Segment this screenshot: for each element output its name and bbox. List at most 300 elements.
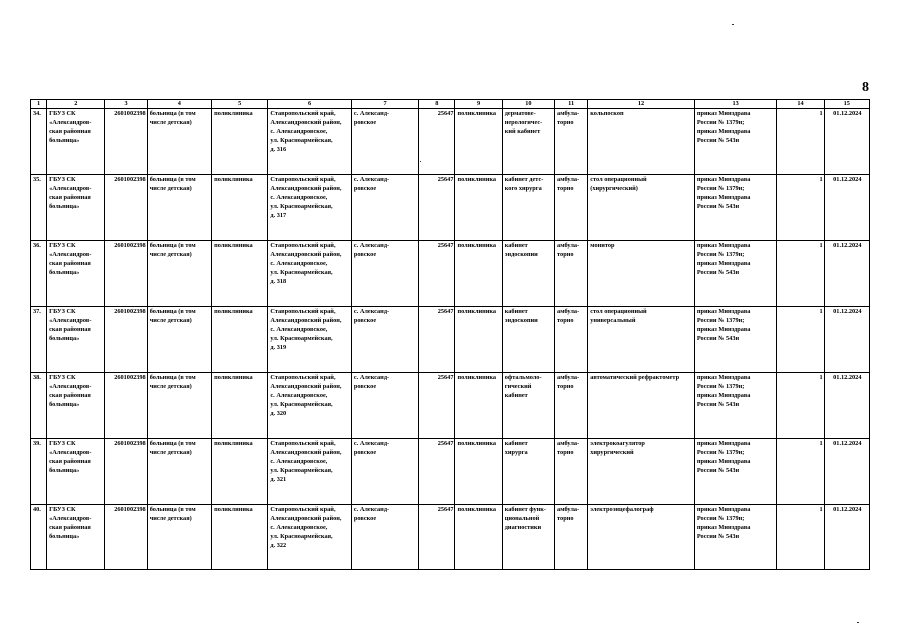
scan-speck bbox=[857, 622, 859, 623]
header-row bbox=[31, 100, 870, 109]
cell-text-addr-l3: с. Александровское, bbox=[270, 325, 328, 333]
date-cell bbox=[824, 241, 869, 307]
column-header: 4 bbox=[147, 100, 211, 109]
cell-text-qty: 1 bbox=[819, 308, 823, 315]
condition-cell bbox=[555, 175, 588, 241]
cell-text-sub: поликлиника bbox=[457, 242, 497, 249]
cell-text-addr-l2: Александровский район, bbox=[270, 118, 342, 126]
row-number-cell bbox=[31, 373, 47, 439]
cell-text-org-l2: «Александров- bbox=[49, 316, 92, 324]
cell-text-addr-l5: д. 318 bbox=[270, 277, 287, 285]
cell-text-type-l1: больница (в том bbox=[149, 440, 196, 447]
cell-text-addr-l4: ул. Красноармейская, bbox=[270, 466, 333, 474]
cell-text-ord-l3: приказ Минздрава bbox=[696, 259, 751, 267]
cell-text-addr-l1: Ставропольский край, bbox=[270, 440, 336, 447]
cell-text-qty: 1 bbox=[819, 110, 823, 117]
cell-text-date: 01.12.2024 bbox=[833, 506, 862, 513]
cell-text-addr-l5: д. 321 bbox=[270, 475, 287, 483]
cell-text-ord-l1: приказ Минздрава bbox=[696, 308, 751, 315]
cell-text-ord-l2: России № 1379н; bbox=[696, 382, 745, 390]
cell-text-org-l4: больница» bbox=[49, 400, 80, 408]
inn-cell bbox=[105, 307, 147, 373]
date-cell bbox=[824, 439, 869, 505]
table-body bbox=[31, 109, 870, 570]
cell-text-qty: 1 bbox=[819, 506, 823, 513]
order-cell bbox=[694, 439, 776, 505]
cell-text-org-l3: ская районная bbox=[49, 259, 91, 267]
cell-text-addr-l1: Ставропольский край, bbox=[270, 506, 336, 513]
cell-text-org-l2: «Александров- bbox=[49, 448, 92, 456]
cell-text-addr-l3: с. Александровское, bbox=[270, 523, 328, 531]
cell-text-unit: поликлиника bbox=[214, 242, 253, 249]
cell-text-type-l2: числе детская) bbox=[149, 514, 192, 522]
row-number-cell bbox=[31, 439, 47, 505]
address-cell bbox=[268, 439, 351, 505]
address-cell bbox=[268, 373, 351, 439]
page-number: 8 bbox=[862, 80, 869, 95]
row-number-cell bbox=[31, 241, 47, 307]
cell-text-cond-l1: амбула- bbox=[557, 440, 580, 447]
cell-text-unit: поликлиника bbox=[214, 374, 253, 381]
column-header: 15 bbox=[824, 100, 869, 109]
cell-text-qty: 1 bbox=[819, 440, 823, 447]
inn-cell bbox=[105, 505, 147, 570]
locality-cell bbox=[351, 505, 418, 570]
cell-text-cab-l2: гический bbox=[504, 382, 532, 390]
cell-text-org-l2: «Александров- bbox=[49, 250, 92, 258]
cell-text-cab-l2: кого хирурга bbox=[504, 184, 542, 192]
cell-text-addr-l1: Ставропольский край, bbox=[270, 176, 336, 183]
cell-text-org-l2: «Александров- bbox=[49, 118, 92, 126]
organization-cell bbox=[47, 109, 105, 175]
subdivision-cell bbox=[455, 439, 502, 505]
cell-text-org-l4: больница» bbox=[49, 136, 80, 144]
cell-text-loc-l2: ровское bbox=[353, 316, 377, 324]
cell-text-cond-l2: торно bbox=[557, 250, 574, 258]
cell-text-ord-l4: России № 543н bbox=[696, 466, 740, 474]
cell-text-type-l1: больница (в том bbox=[149, 176, 196, 183]
condition-cell bbox=[555, 307, 588, 373]
cell-text-cab-l3: кабинет bbox=[504, 391, 528, 399]
cabinet-cell bbox=[502, 307, 554, 373]
cell-text-date: 01.12.2024 bbox=[833, 110, 862, 117]
cell-text-qty: 1 bbox=[819, 374, 823, 381]
cell-text-addr-l4: ул. Красноармейская, bbox=[270, 268, 333, 276]
subdivision-cell bbox=[455, 175, 502, 241]
cell-text-inn: 2601002398 bbox=[114, 374, 146, 381]
cell-text-type-l2: числе детская) bbox=[149, 184, 192, 192]
unit-cell bbox=[212, 175, 268, 241]
column-header: 9 bbox=[455, 100, 502, 109]
condition-cell bbox=[555, 241, 588, 307]
row-number-cell bbox=[31, 505, 47, 570]
cell-text-org-l3: ская районная bbox=[49, 523, 91, 531]
cell-text-sub: поликлиника bbox=[457, 176, 497, 183]
code-cell bbox=[419, 307, 455, 373]
cell-text-addr-l3: с. Александровское, bbox=[270, 127, 328, 135]
cell-text-addr-l2: Александровский район, bbox=[270, 250, 342, 258]
cell-text-cond-l2: торно bbox=[557, 448, 574, 456]
cell-text-addr-l4: ул. Красноармейская, bbox=[270, 532, 333, 540]
cell-text-cab-l1: кабинет bbox=[504, 242, 528, 249]
cell-text-loc-l1: с. Александ- bbox=[353, 506, 390, 513]
cell-text-ord-l4: России № 543н bbox=[696, 268, 740, 276]
address-cell bbox=[268, 175, 351, 241]
address-cell bbox=[268, 109, 351, 175]
cell-text-org-l1: ГБУЗ СК bbox=[49, 110, 76, 117]
cell-text-equip-l1: стол операционный bbox=[590, 176, 647, 183]
equipment-cell bbox=[588, 307, 695, 373]
table-row bbox=[31, 505, 870, 570]
cell-text-cab-l1: офтальмоло- bbox=[504, 374, 542, 381]
subdivision-cell bbox=[455, 505, 502, 570]
cell-text-loc-l2: ровское bbox=[353, 250, 377, 258]
cell-text-equip-l1: электроэнцефалограф bbox=[590, 506, 654, 513]
table-row bbox=[31, 307, 870, 373]
cell-text-org-l4: больница» bbox=[49, 466, 80, 474]
scan-speck bbox=[732, 24, 734, 25]
cell-text-cond-l2: торно bbox=[557, 514, 574, 522]
column-header: 3 bbox=[105, 100, 147, 109]
facility-type-cell bbox=[147, 439, 211, 505]
column-header: 6 bbox=[268, 100, 351, 109]
cell-text-ord-l3: приказ Минздрава bbox=[696, 193, 751, 201]
cell-text-addr-l2: Александровский район, bbox=[270, 184, 342, 192]
cabinet-cell bbox=[502, 439, 554, 505]
cell-text-equip-l1: автоматический рефрактометр bbox=[590, 374, 680, 381]
cell-text-addr-l3: с. Александровское, bbox=[270, 259, 328, 267]
cell-text-inn: 2601002398 bbox=[114, 308, 146, 315]
equipment-table bbox=[30, 99, 870, 570]
cell-text-addr-l4: ул. Красноармейская, bbox=[270, 400, 333, 408]
cell-text-type-l1: больница (в том bbox=[149, 308, 196, 315]
condition-cell bbox=[555, 505, 588, 570]
cell-text-cond-l1: амбула- bbox=[557, 110, 580, 117]
unit-cell bbox=[212, 109, 268, 175]
cell-text-n: 35. bbox=[33, 176, 41, 183]
cell-text-code: 25647 bbox=[437, 176, 454, 183]
cell-text-addr-l3: с. Александровское, bbox=[270, 193, 328, 201]
code-cell bbox=[419, 109, 455, 175]
condition-cell bbox=[555, 439, 588, 505]
quantity-cell bbox=[777, 307, 824, 373]
equipment-cell bbox=[588, 109, 695, 175]
cell-text-loc-l1: с. Александ- bbox=[353, 440, 390, 447]
facility-type-cell bbox=[147, 373, 211, 439]
code-cell bbox=[419, 505, 455, 570]
cell-text-type-l2: числе детская) bbox=[149, 250, 192, 258]
date-cell bbox=[824, 307, 869, 373]
cell-text-inn: 2601002398 bbox=[114, 110, 146, 117]
cell-text-code: 25647 bbox=[437, 110, 454, 117]
cell-text-inn: 2601002398 bbox=[114, 440, 146, 447]
cell-text-addr-l5: д. 319 bbox=[270, 343, 287, 351]
cell-text-ord-l4: России № 543н bbox=[696, 136, 740, 144]
cell-text-loc-l2: ровское bbox=[353, 184, 377, 192]
cell-text-cond-l2: торно bbox=[557, 382, 574, 390]
cell-text-sub: поликлиника bbox=[457, 308, 497, 315]
cell-text-ord-l1: приказ Минздрава bbox=[696, 242, 751, 249]
order-cell bbox=[694, 109, 776, 175]
cell-text-date: 01.12.2024 bbox=[833, 308, 862, 315]
row-number-cell bbox=[31, 175, 47, 241]
cell-text-ord-l2: России № 1379н; bbox=[696, 250, 745, 258]
facility-type-cell bbox=[147, 109, 211, 175]
cell-text-cab-l1: кабинет bbox=[504, 440, 528, 447]
cell-text-org-l2: «Александров- bbox=[49, 382, 92, 390]
quantity-cell bbox=[777, 373, 824, 439]
cell-text-equip-l2: универсальный bbox=[590, 316, 636, 324]
date-cell bbox=[824, 505, 869, 570]
cell-text-n: 40. bbox=[33, 506, 41, 513]
cell-text-ord-l3: приказ Минздрава bbox=[696, 391, 751, 399]
cell-text-n: 34. bbox=[33, 110, 41, 117]
cell-text-org-l3: ская районная bbox=[49, 325, 91, 333]
cell-text-addr-l3: с. Александровское, bbox=[270, 457, 328, 465]
unit-cell bbox=[212, 241, 268, 307]
equipment-cell bbox=[588, 241, 695, 307]
cell-text-cab-l1: дерматове- bbox=[504, 110, 536, 117]
cabinet-cell bbox=[502, 241, 554, 307]
inn-cell bbox=[105, 373, 147, 439]
cell-text-cab-l2: эндоскопии bbox=[504, 316, 538, 324]
column-header: 10 bbox=[502, 100, 554, 109]
cell-text-inn: 2601002398 bbox=[114, 176, 146, 183]
quantity-cell bbox=[777, 109, 824, 175]
unit-cell bbox=[212, 505, 268, 570]
cell-text-addr-l2: Александровский район, bbox=[270, 448, 342, 456]
cell-text-addr-l5: д. 320 bbox=[270, 409, 287, 417]
cell-text-cab-l3: кий кабинет bbox=[504, 127, 541, 135]
subdivision-cell bbox=[455, 307, 502, 373]
equipment-cell bbox=[588, 439, 695, 505]
cell-text-equip-l2: хирургический bbox=[590, 448, 634, 456]
facility-type-cell bbox=[147, 175, 211, 241]
cell-text-unit: поликлиника bbox=[214, 308, 253, 315]
cell-text-date: 01.12.2024 bbox=[833, 242, 862, 249]
cell-text-org-l3: ская районная bbox=[49, 391, 91, 399]
cell-text-sub: поликлиника bbox=[457, 506, 497, 513]
cell-text-qty: 1 bbox=[819, 176, 823, 183]
cell-text-equip-l1: стол операционный bbox=[590, 308, 647, 315]
cell-text-addr-l3: с. Александровское, bbox=[270, 391, 328, 399]
cell-text-ord-l3: приказ Минздрава bbox=[696, 523, 751, 531]
order-cell bbox=[694, 307, 776, 373]
unit-cell bbox=[212, 439, 268, 505]
cell-text-org-l1: ГБУЗ СК bbox=[49, 374, 76, 381]
order-cell bbox=[694, 175, 776, 241]
cell-text-code: 25647 bbox=[437, 374, 454, 381]
cell-text-date: 01.12.2024 bbox=[833, 440, 862, 447]
cell-text-org-l1: ГБУЗ СК bbox=[49, 176, 76, 183]
condition-cell bbox=[555, 109, 588, 175]
cell-text-addr-l1: Ставропольский край, bbox=[270, 110, 336, 117]
cell-text-ord-l1: приказ Минздрава bbox=[696, 440, 751, 447]
cell-text-unit: поликлиника bbox=[214, 506, 253, 513]
cell-text-unit: поликлиника bbox=[214, 176, 253, 183]
cell-text-cab-l2: нерологичес- bbox=[504, 118, 543, 126]
cabinet-cell bbox=[502, 109, 554, 175]
cell-text-addr-l1: Ставропольский край, bbox=[270, 242, 336, 249]
cell-text-inn: 2601002398 bbox=[114, 506, 146, 513]
code-cell bbox=[419, 241, 455, 307]
date-cell bbox=[824, 109, 869, 175]
facility-type-cell bbox=[147, 505, 211, 570]
quantity-cell bbox=[777, 175, 824, 241]
table-row bbox=[31, 439, 870, 505]
address-cell bbox=[268, 505, 351, 570]
cell-text-cab-l3: диагностики bbox=[504, 523, 542, 531]
cell-text-loc-l2: ровское bbox=[353, 448, 377, 456]
equipment-cell bbox=[588, 373, 695, 439]
code-cell bbox=[419, 439, 455, 505]
column-header: 5 bbox=[212, 100, 268, 109]
cell-text-n: 37. bbox=[33, 308, 41, 315]
cell-text-loc-l2: ровское bbox=[353, 118, 377, 126]
cell-text-inn: 2601002398 bbox=[114, 242, 146, 249]
organization-cell bbox=[47, 175, 105, 241]
cell-text-date: 01.12.2024 bbox=[833, 176, 862, 183]
cell-text-ord-l3: приказ Минздрава bbox=[696, 127, 751, 135]
unit-cell bbox=[212, 307, 268, 373]
cell-text-cond-l1: амбула- bbox=[557, 308, 580, 315]
cell-text-ord-l4: России № 543н bbox=[696, 202, 740, 210]
cell-text-type-l2: числе детская) bbox=[149, 382, 192, 390]
cell-text-cab-l2: хирурга bbox=[504, 448, 528, 456]
address-cell bbox=[268, 241, 351, 307]
cell-text-n: 36. bbox=[33, 242, 41, 249]
cell-text-ord-l2: России № 1379н; bbox=[696, 118, 745, 126]
organization-cell bbox=[47, 241, 105, 307]
locality-cell bbox=[351, 439, 418, 505]
cell-text-addr-l2: Александровский район, bbox=[270, 316, 342, 324]
cell-text-ord-l3: приказ Минздрава bbox=[696, 457, 751, 465]
cell-text-org-l2: «Александров- bbox=[49, 184, 92, 192]
cell-text-ord-l1: приказ Минздрава bbox=[696, 176, 751, 183]
cell-text-cond-l2: торно bbox=[557, 316, 574, 324]
cell-text-type-l2: числе детская) bbox=[149, 118, 192, 126]
cell-text-addr-l2: Александровский район, bbox=[270, 514, 342, 522]
cell-text-addr-l4: ул. Красноармейская, bbox=[270, 334, 333, 342]
date-cell bbox=[824, 175, 869, 241]
cell-text-type-l1: больница (в том bbox=[149, 506, 196, 513]
cell-text-org-l3: ская районная bbox=[49, 127, 91, 135]
organization-cell bbox=[47, 505, 105, 570]
cell-text-ord-l2: России № 1379н; bbox=[696, 316, 745, 324]
cell-text-org-l1: ГБУЗ СК bbox=[49, 506, 76, 513]
cell-text-code: 25647 bbox=[437, 242, 454, 249]
cell-text-addr-l5: д. 317 bbox=[270, 211, 287, 219]
cell-text-type-l2: числе детская) bbox=[149, 448, 192, 456]
cell-text-addr-l2: Александровский район, bbox=[270, 382, 342, 390]
cell-text-sub: поликлиника bbox=[457, 440, 497, 447]
quantity-cell bbox=[777, 505, 824, 570]
cell-text-ord-l1: приказ Минздрава bbox=[696, 506, 751, 513]
inn-cell bbox=[105, 109, 147, 175]
cell-text-unit: поликлиника bbox=[214, 110, 253, 117]
column-header: 13 bbox=[694, 100, 776, 109]
cell-text-addr-l5: д. 316 bbox=[270, 145, 287, 153]
locality-cell bbox=[351, 175, 418, 241]
cell-text-org-l4: больница» bbox=[49, 202, 80, 210]
order-cell bbox=[694, 241, 776, 307]
cell-text-org-l3: ская районная bbox=[49, 193, 91, 201]
facility-type-cell bbox=[147, 241, 211, 307]
inn-cell bbox=[105, 439, 147, 505]
cell-text-ord-l3: приказ Минздрава bbox=[696, 325, 751, 333]
cell-text-addr-l1: Ставропольский край, bbox=[270, 374, 336, 381]
cell-text-type-l1: больница (в том bbox=[149, 110, 196, 117]
cell-text-cab-l1: кабинет детс- bbox=[504, 176, 544, 183]
organization-cell bbox=[47, 307, 105, 373]
cell-text-cab-l1: кабинет функ- bbox=[504, 506, 546, 513]
cell-text-loc-l1: с. Александ- bbox=[353, 374, 390, 381]
subdivision-cell bbox=[455, 241, 502, 307]
cabinet-cell bbox=[502, 175, 554, 241]
cell-text-cab-l1: кабинет bbox=[504, 308, 528, 315]
order-cell bbox=[694, 505, 776, 570]
quantity-cell bbox=[777, 439, 824, 505]
cell-text-loc-l1: с. Александ- bbox=[353, 242, 390, 249]
cell-text-equip-l1: монитор bbox=[590, 242, 615, 249]
cell-text-cond-l2: торно bbox=[557, 118, 574, 126]
cell-text-cond-l1: амбула- bbox=[557, 374, 580, 381]
column-header: 2 bbox=[47, 100, 105, 109]
address-cell bbox=[268, 307, 351, 373]
facility-type-cell bbox=[147, 307, 211, 373]
cell-text-cond-l1: амбула- bbox=[557, 242, 580, 249]
cell-text-loc-l2: ровское bbox=[353, 514, 377, 522]
cell-text-addr-l5: д. 322 bbox=[270, 541, 287, 549]
cell-text-code: 25647 bbox=[437, 308, 454, 315]
cell-text-equip-l2: (хирургический) bbox=[590, 184, 638, 192]
quantity-cell bbox=[777, 241, 824, 307]
condition-cell bbox=[555, 373, 588, 439]
cell-text-type-l1: больница (в том bbox=[149, 374, 196, 381]
locality-cell bbox=[351, 241, 418, 307]
cell-text-cab-l2: циональной bbox=[504, 514, 540, 522]
cell-text-addr-l4: ул. Красноармейская, bbox=[270, 202, 333, 210]
cell-text-addr-l1: Ставропольский край, bbox=[270, 308, 336, 315]
cell-text-org-l2: «Александров- bbox=[49, 514, 92, 522]
cell-text-org-l4: больница» bbox=[49, 532, 80, 540]
equipment-cell bbox=[588, 175, 695, 241]
table-row bbox=[31, 175, 870, 241]
table-row bbox=[31, 109, 870, 175]
table-row bbox=[31, 241, 870, 307]
cell-text-code: 25647 bbox=[437, 440, 454, 447]
cell-text-cab-l2: эндоскопии bbox=[504, 250, 538, 258]
subdivision-cell bbox=[455, 109, 502, 175]
cell-text-org-l1: ГБУЗ СК bbox=[49, 242, 76, 249]
date-cell bbox=[824, 373, 869, 439]
cell-text-type-l1: больница (в том bbox=[149, 242, 196, 249]
order-cell bbox=[694, 373, 776, 439]
cell-text-unit: поликлиника bbox=[214, 440, 253, 447]
row-number-cell bbox=[31, 307, 47, 373]
cell-text-code: 25647 bbox=[437, 506, 454, 513]
cell-text-ord-l4: России № 543н bbox=[696, 532, 740, 540]
column-header: 1 bbox=[31, 100, 47, 109]
cabinet-cell bbox=[502, 505, 554, 570]
cell-text-org-l4: больница» bbox=[49, 334, 80, 342]
cell-text-equip-l1: кольпоскоп bbox=[590, 110, 624, 117]
cell-text-loc-l1: с. Александ- bbox=[353, 308, 390, 315]
cell-text-loc-l1: с. Александ- bbox=[353, 110, 390, 117]
cell-text-date: 01.12.2024 bbox=[833, 374, 862, 381]
cell-text-ord-l2: России № 1379н; bbox=[696, 514, 745, 522]
cell-text-org-l1: ГБУЗ СК bbox=[49, 440, 76, 447]
